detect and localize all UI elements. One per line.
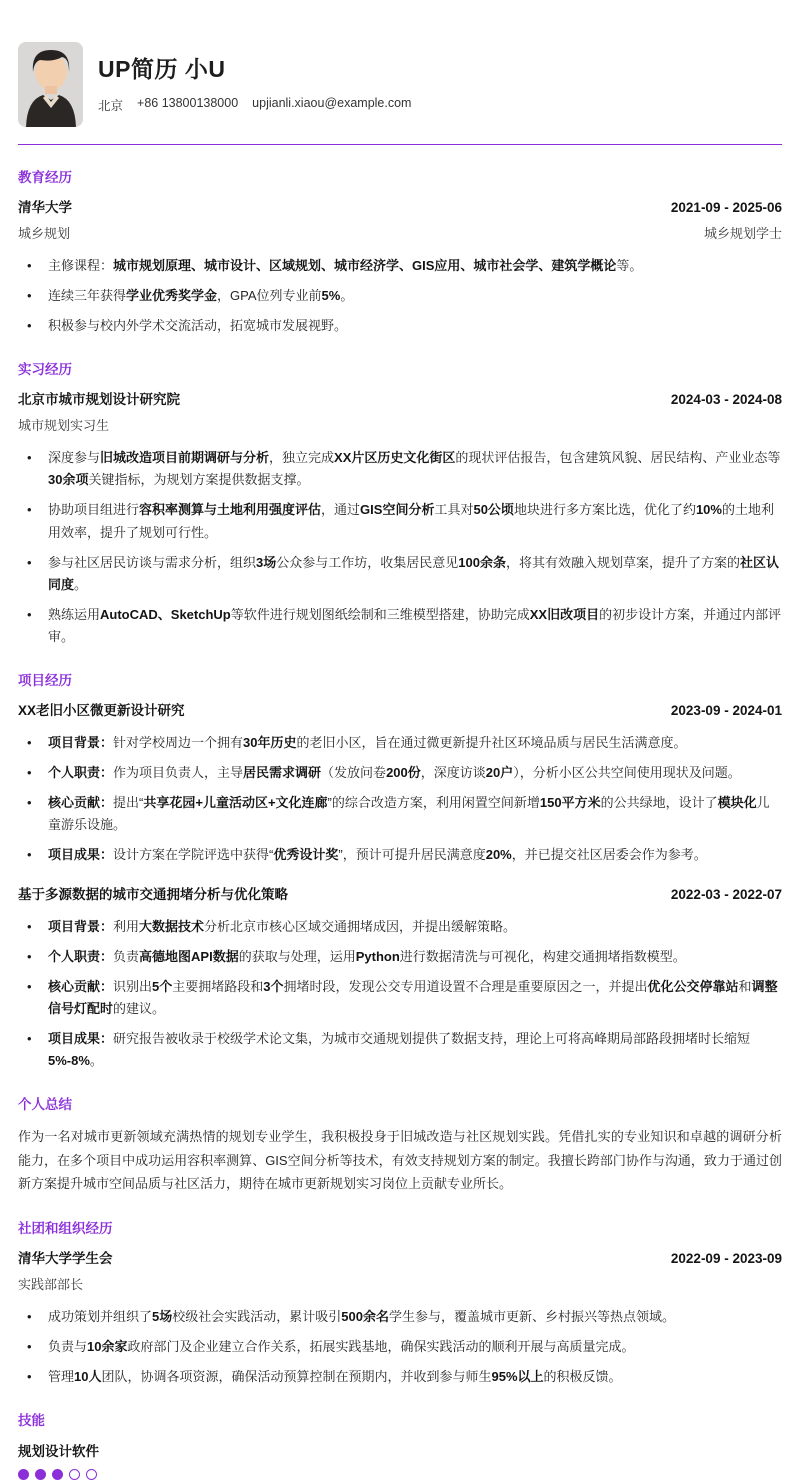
bullet-item xyxy=(18,499,782,543)
clubs-entry-head xyxy=(18,1247,782,1267)
text-segment: ，GPA位列专业前 xyxy=(217,288,322,304)
bullet-item xyxy=(18,792,782,836)
bullet-item xyxy=(18,946,782,968)
text-segment: 等软件进行规划图纸绘制和三维模型搭建，协助完成 xyxy=(230,606,530,622)
bold-text-segment: 20% xyxy=(485,847,512,863)
bold-text-segment: 学业优秀奖学金 xyxy=(126,288,218,304)
bullet-item xyxy=(18,1366,782,1388)
text-segment: 儿童游乐设施。 xyxy=(48,795,770,833)
text-segment: 地块进行多方案比选，优化了约 xyxy=(513,502,696,518)
text-segment: 利用 xyxy=(113,918,140,934)
text-segment: 拥堵时段，发现公交专用道设置不合理是重要原因之一，并提出 xyxy=(283,978,648,994)
bold-text-segment: 10% xyxy=(695,502,722,518)
text-segment: 设计方案在学院评选中获得“ xyxy=(113,847,274,863)
text-segment: 提出“ xyxy=(113,795,144,811)
header-divider xyxy=(18,144,782,145)
bullet-item xyxy=(18,604,782,648)
text-segment: 主要拥堵路段和 xyxy=(172,978,264,994)
clubs-bullet-list xyxy=(18,1306,782,1388)
section-title-education: 教育经历 xyxy=(18,170,72,185)
project-2-head xyxy=(18,883,782,903)
internship-entry-sub xyxy=(18,415,782,434)
bold-text-segment: 大数据技术 xyxy=(139,918,205,934)
text-segment: 负责与 xyxy=(48,1339,88,1355)
bold-text-segment: 城市规划原理、城市设计、区域规划、城市经济学、GIS应用、城市社会学、建筑学概论 xyxy=(113,258,617,273)
text-segment: 的初步设计方案，并通过内部评审。 xyxy=(48,606,782,644)
bold-text-segment: 5% xyxy=(321,288,341,304)
bold-text-segment: 30年历史 xyxy=(243,735,297,751)
education-entry-sub xyxy=(18,223,782,242)
skill-level-dot xyxy=(69,1469,80,1480)
text-segment: 公众参与工作坊，收集居民意见 xyxy=(276,554,459,570)
bold-text-segment: AutoCAD、SketchUp xyxy=(100,606,231,622)
text-segment: 校级社会实践活动，累计吸引 xyxy=(172,1309,342,1325)
section-title-skills: 技能 xyxy=(18,1413,45,1429)
bullet-item xyxy=(18,762,782,784)
education-date-range: 2021-09 - 2025-06 xyxy=(670,200,782,215)
school-name: 清华大学 xyxy=(18,200,72,215)
bold-text-segment: 5%-8% xyxy=(48,1052,90,1068)
text-segment: 成功策划并组织了 xyxy=(48,1309,153,1325)
text-segment: 工具对 xyxy=(434,502,474,518)
bold-text-segment: 个人职责： xyxy=(48,765,114,781)
text-segment: 连续三年获得 xyxy=(48,288,127,304)
resume-header xyxy=(18,0,782,127)
text-segment: ”，预计可提升居民满意度 xyxy=(338,847,486,863)
internship-entry-head xyxy=(18,388,782,408)
bullet-item xyxy=(18,285,782,307)
bold-text-segment: 150平方米 xyxy=(539,795,601,811)
bold-text-segment: 200份 xyxy=(386,765,421,781)
project-1-date-range: 2023-09 - 2024-01 xyxy=(670,703,782,719)
section-title-summary: 个人总结 xyxy=(18,1097,72,1113)
bold-text-segment: 20户 xyxy=(485,765,514,781)
bold-text-segment: 模块化 xyxy=(717,795,757,811)
bold-text-segment: 95%以上 xyxy=(491,1369,544,1385)
text-segment: 团队，协调各项资源，确保活动预算控制在预期内，并收到参与师生 xyxy=(101,1369,492,1385)
text-segment: 积极参与校内外学术交流活动，拓宽城市发展视野。 xyxy=(48,318,348,334)
text-segment: 参与社区居民访谈与需求分析，组织 xyxy=(48,554,257,570)
skill-level-dot xyxy=(52,1469,63,1480)
bold-text-segment: 核心贡献： xyxy=(48,978,114,994)
bold-text-segment: 5场 xyxy=(152,1309,173,1325)
bullet-item xyxy=(18,447,782,491)
clubs-org: 清华大学学生会 xyxy=(18,1251,113,1267)
text-segment: 作为项目负责人，主导 xyxy=(113,765,244,781)
internship-org: 北京市城市规划设计研究院 xyxy=(18,392,180,408)
text-segment: ，独立完成 xyxy=(269,450,335,466)
header-info xyxy=(98,42,425,114)
bold-text-segment: 高德地图API数据 xyxy=(139,948,239,964)
clubs-date-range: 2022-09 - 2023-09 xyxy=(670,1251,782,1267)
section-internship xyxy=(18,358,782,648)
internship-role: 城市规划实习生 xyxy=(18,418,110,434)
section-projects xyxy=(18,669,782,1072)
section-skills xyxy=(18,1409,782,1480)
project-1-head xyxy=(18,699,782,719)
bold-text-segment: 旧城改造项目前期调研与分析 xyxy=(100,450,270,466)
skill-group-label: 规划设计软件 xyxy=(18,1444,99,1460)
skill-level-dot xyxy=(35,1469,46,1480)
text-segment: 识别出 xyxy=(113,978,153,994)
bullet-item xyxy=(18,255,782,277)
text-segment: ”的综合改造方案，利用闲置空间新增 xyxy=(327,795,540,811)
bold-text-segment: 10人 xyxy=(74,1369,102,1385)
text-segment: 熟练运用 xyxy=(48,606,101,622)
text-segment: 深度参与 xyxy=(48,450,101,466)
project-2-date-range: 2022-03 - 2022-07 xyxy=(670,886,782,902)
text-segment: 主修课程： xyxy=(48,258,114,273)
skill-level-dot xyxy=(86,1469,97,1480)
candidate-name: UP简历 小U xyxy=(98,56,226,82)
project-2-bullet-list xyxy=(18,916,782,1073)
profile-photo xyxy=(18,42,83,127)
bullet-item xyxy=(18,1336,782,1358)
text-segment: 研究报告被收录于校级学术论文集，为城市交通规划提供了数据支持，理论上可将高峰期局部路段拥堵时长缩短 xyxy=(113,1030,751,1046)
bold-text-segment: 500余名 xyxy=(341,1309,389,1325)
bold-text-segment: XX片区历史文化街区 xyxy=(334,450,456,466)
section-title-projects: 项目经历 xyxy=(18,673,72,689)
clubs-entry-sub xyxy=(18,1274,782,1293)
section-clubs xyxy=(18,1217,782,1388)
summary-text: 作为一名对城市更新领域充满热情的规划专业学生，我积极投身于旧城改造与社区规划实践。凭借扎实的专业知识和卓越的调研分析能力，在多个项目中成功运用容积率测算、GIS空间分析等技术，有效支持规划方案的制定。我擅长跨部门协作与沟通，致力于通过创新方案提升城市空间品质与社区活力，期待在城市更新规划实习岗位上贡献专业所长。 xyxy=(18,1129,782,1192)
bold-text-segment: 优化公交停靠站 xyxy=(647,978,739,994)
bold-text-segment: 5个 xyxy=(152,978,173,994)
education-degree: 城乡规划学士 xyxy=(703,226,782,241)
text-segment: 负责 xyxy=(113,948,140,964)
bold-text-segment: 项目背景： xyxy=(48,735,114,751)
contact-email: upjianli.xiaou@example.com xyxy=(252,96,412,110)
bold-text-segment: Python xyxy=(355,948,400,964)
section-title-internship: 实习经历 xyxy=(18,362,72,378)
bold-text-segment: XX旧改项目 xyxy=(529,606,600,622)
bold-text-segment: 共享花园+儿童活动区+文化连廊 xyxy=(143,795,328,811)
section-summary xyxy=(18,1093,782,1196)
profile-photo-illustration xyxy=(18,42,83,127)
education-bullet-list xyxy=(18,255,782,337)
text-segment: 。 xyxy=(340,288,354,304)
text-segment: ，深度访谈 xyxy=(420,765,486,781)
text-segment: 管理 xyxy=(48,1369,75,1385)
skill-level-dot xyxy=(18,1469,29,1480)
text-segment: 关键指标，为规划方案提供数据支撑。 xyxy=(88,472,310,488)
bullet-item xyxy=(18,916,782,938)
project-1-bullet-list xyxy=(18,732,782,866)
bold-text-segment: 项目背景： xyxy=(48,918,114,934)
text-segment: 协助项目组进行 xyxy=(48,502,140,518)
bold-text-segment: 居民需求调研 xyxy=(243,765,322,781)
bold-text-segment: GIS空间分析 xyxy=(360,502,435,518)
text-segment: ，将其有效融入规划草案，提升了方案的 xyxy=(505,554,740,570)
text-segment: 的建议。 xyxy=(113,1000,166,1016)
text-segment: 的获取与处理，运用 xyxy=(238,948,356,964)
education-entry-head xyxy=(18,196,782,216)
bullet-item xyxy=(18,552,782,596)
section-title-clubs: 社团和组织经历 xyxy=(18,1221,113,1237)
internship-date-range: 2024-03 - 2024-08 xyxy=(670,392,782,408)
bullet-item xyxy=(18,315,782,337)
text-segment: 的土地利用效率，提升了规划可行性。 xyxy=(48,502,774,540)
text-segment: 学生参与，覆盖城市更新、乡村振兴等热点领域。 xyxy=(388,1309,675,1325)
bold-text-segment: 100余条 xyxy=(458,554,506,570)
text-segment: 。 xyxy=(89,1052,103,1068)
internship-bullet-list xyxy=(18,447,782,648)
text-segment: 分析北京市核心区域交通拥堵成因，并提出缓解策略。 xyxy=(204,918,517,934)
text-segment: 政府部门及企业建立合作关系，拓展实践基地，确保实践活动的顺利开展与高质量完成。 xyxy=(127,1339,635,1355)
bold-text-segment: 调整信号灯配时 xyxy=(48,978,778,1016)
text-segment: 和 xyxy=(738,978,752,994)
bullet-item xyxy=(18,976,782,1020)
bold-text-segment: 个人职责： xyxy=(48,948,114,964)
project-1-name: XX老旧小区微更新设计研究 xyxy=(18,703,185,719)
clubs-role: 实践部部长 xyxy=(18,1277,84,1293)
text-segment: 进行数据清洗与可视化，构建交通拥堵指数模型。 xyxy=(399,948,686,964)
section-education xyxy=(18,166,782,337)
skill-level-rating xyxy=(18,1469,782,1480)
text-segment: 的公共绿地，设计了 xyxy=(600,795,718,811)
text-segment: （发放问卷 xyxy=(321,765,387,781)
bold-text-segment: 容积率测算与土地利用强度评估 xyxy=(139,502,322,518)
bold-text-segment: 30余项 xyxy=(48,472,89,488)
bullet-item xyxy=(18,1028,782,1072)
bullet-item xyxy=(18,732,782,754)
bold-text-segment: 3场 xyxy=(256,554,277,570)
text-segment: ，并已提交社区居委会作为参考。 xyxy=(511,847,707,863)
bullet-item xyxy=(18,844,782,866)
text-segment: 针对学校周边一个拥有 xyxy=(113,735,244,751)
bullet-item xyxy=(18,1306,782,1328)
education-major: 城乡规划 xyxy=(18,226,71,241)
text-segment: 的现状评估报告，包含建筑风貌、居民结构、产业业态等 xyxy=(455,450,781,466)
bold-text-segment: 项目成果： xyxy=(48,847,114,863)
project-2-name: 基于多源数据的城市交通拥堵分析与优化策略 xyxy=(18,886,288,902)
contact-location: 北京 xyxy=(98,99,124,113)
text-segment: ），分析小区公共空间使用现状及问题。 xyxy=(513,765,741,781)
bold-text-segment: 优秀设计奖 xyxy=(273,847,339,863)
text-segment: 等。 xyxy=(616,258,643,273)
text-segment: 。 xyxy=(74,576,88,592)
contact-phone: +86 13800138000 xyxy=(137,96,239,110)
bold-text-segment: 社区认同度 xyxy=(48,554,779,592)
bold-text-segment: 3个 xyxy=(263,978,284,994)
bold-text-segment: 项目成果： xyxy=(48,1030,114,1046)
contact-line xyxy=(98,96,425,114)
text-segment: ，通过 xyxy=(321,502,361,518)
bold-text-segment: 50公顷 xyxy=(473,502,514,518)
bold-text-segment: 10余家 xyxy=(87,1339,128,1355)
text-segment: 的积极反馈。 xyxy=(543,1369,622,1385)
bold-text-segment: 核心贡献： xyxy=(48,795,114,811)
text-segment: 的老旧小区，旨在通过微更新提升社区环境品质与居民生活满意度。 xyxy=(296,735,687,751)
